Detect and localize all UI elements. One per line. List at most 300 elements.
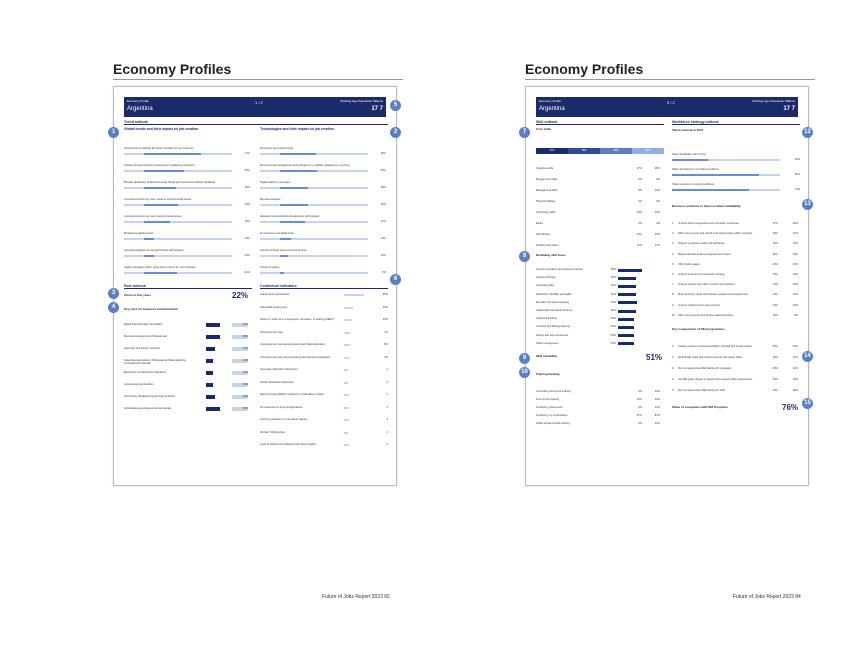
practice-b: 21%: [792, 232, 798, 236]
core-skill-b: 3%: [656, 200, 660, 203]
training-a: 87%: [636, 414, 642, 417]
bar-track: [124, 255, 232, 257]
training-b: 10%: [654, 390, 660, 393]
talent-value: 71%: [794, 188, 800, 191]
annotation-badge: 7: [519, 127, 530, 138]
core-skill-b: 10%: [654, 211, 660, 214]
reskill-bar: [618, 301, 637, 304]
core-skill-b: 11%: [655, 244, 660, 247]
dei-number: 1: [672, 345, 674, 348]
core-skill-label: Technology skills: [536, 211, 556, 214]
right-page: [525, 86, 809, 486]
annotation-badge: 10: [519, 367, 530, 378]
header-label-right: Working Age Population Millions: [752, 99, 795, 103]
heading-rule-right: [525, 79, 815, 80]
annotation-badge: 14: [802, 351, 813, 362]
bar-track: [124, 272, 232, 274]
section-skill: Skill outlook: [536, 120, 664, 125]
talent-fill: [672, 189, 749, 191]
context-label: Labour force participation: [260, 293, 290, 296]
reskill-label: Leadership and social influence: [536, 309, 573, 312]
role-bar: [206, 359, 213, 363]
dei-number: 3: [672, 367, 674, 370]
role-value2: 13%: [242, 383, 248, 386]
bar-track: [260, 221, 368, 223]
reskill-label: Talent management: [536, 341, 559, 345]
practice-a: 23%: [772, 262, 778, 266]
bar-track: [124, 238, 232, 240]
annotation-badge: 3: [108, 288, 119, 299]
training-a: 0%: [638, 406, 642, 409]
reskill-value: 61%: [610, 284, 616, 288]
role-value2: 22%: [242, 323, 248, 326]
talent-fill: [672, 174, 759, 176]
dei-number: 2: [672, 356, 674, 359]
training-label: Public-private funded training: [536, 422, 570, 425]
core-skill-label: Self-efficacy: [536, 233, 551, 236]
page-heading-right: Economy Profiles: [525, 61, 644, 77]
context-label: Unemployment rate among workers with advanced education: [260, 355, 331, 359]
reskill-value: 53%: [610, 325, 616, 329]
role-label: Sales Representatives, Wholesale and Manufacturing, Technical and Scientific: [124, 359, 187, 365]
dei-label: Run comprehensive DEI training for managers: [678, 367, 732, 370]
practice-label: Offer higher wages: [678, 262, 700, 266]
practice-number: 7: [672, 283, 674, 287]
core-skill-a: 11%: [637, 244, 642, 247]
practice-a: 16%: [772, 273, 778, 276]
trend-value: -13%: [243, 254, 250, 257]
dei-a: 30%: [772, 378, 778, 381]
training-b: 11%: [655, 406, 660, 409]
reskill-value: 53%: [610, 317, 616, 321]
dei-label: Run comprehensive DEI training for staff: [678, 389, 725, 392]
bar-fill: [280, 255, 288, 257]
annotation-badge: 1: [108, 127, 119, 138]
role-value: 6%: [226, 383, 230, 386]
bar-fill: [280, 170, 317, 172]
practice-number: 10: [672, 313, 675, 317]
role-value2: 17%: [242, 347, 248, 350]
trend-value: 50%: [244, 169, 250, 172]
context-bar: [344, 319, 352, 321]
footer-right: Future of Jobs Report 2023 84: [733, 594, 801, 600]
practice-label: Support employee health and well-being: [678, 242, 725, 246]
context-value: 3: [386, 418, 388, 421]
practice-a: 33%: [772, 232, 778, 236]
skill-share-segment: 18%: [568, 148, 600, 154]
training-label: Free-of-cost training: [536, 398, 560, 401]
training-a: 0%: [638, 422, 642, 425]
practice-a: 37%: [772, 222, 778, 225]
dei-a: 24%: [772, 389, 778, 392]
annotation-badge: 13: [802, 199, 813, 210]
talent-value: 33%: [794, 158, 800, 161]
context-value: 7%: [384, 330, 388, 334]
role-value2: 14%: [242, 359, 248, 362]
footer-left: Future of Jobs Report 2023 82: [322, 594, 390, 600]
context-label: Tertiary Education Attainment: [260, 380, 294, 384]
practice-label: Offer more remote and hybrid work opportunities within countries: [678, 232, 753, 236]
role-value: 40%: [224, 407, 230, 410]
role-value: 15%: [224, 395, 230, 398]
context-value: 3: [386, 443, 388, 446]
bar-fill: [144, 153, 201, 155]
practice-a: 14%: [772, 293, 778, 297]
bar-track: [124, 187, 232, 189]
practice-a: 30%: [772, 252, 778, 256]
header-label-right: Working Age Population Millions: [340, 99, 383, 103]
practice-a: 32%: [772, 242, 778, 246]
annotation-badge: 9: [519, 353, 530, 364]
rank-value: 17 7: [371, 106, 383, 112]
context-value: 4: [386, 393, 388, 396]
reskill-label: Analytical thinking: [536, 317, 557, 321]
core-skill-b: 28%: [654, 167, 660, 170]
practice-number: 6: [672, 273, 674, 276]
role-bar: [206, 371, 213, 375]
annotation-badge: 2: [390, 127, 401, 138]
core-skill-b: 10%: [654, 189, 660, 192]
context-bar: [344, 382, 348, 384]
practice-b: 20%: [792, 262, 798, 266]
practice-b: 16%: [792, 273, 798, 276]
bar-fill: [280, 153, 316, 155]
core-skill-a: 2%: [638, 200, 642, 203]
core-skill-a: 10%: [636, 211, 642, 214]
training-label: Funded by my organization: [536, 414, 568, 417]
role-label: Accounting, Bookkeeping and Payroll Clerks: [124, 395, 176, 398]
reskill-title: Reskilling skill focus: [536, 253, 566, 257]
section-trend: Trend outlook: [124, 120, 388, 125]
context-bar: [344, 369, 348, 371]
bar-track: [260, 187, 368, 189]
reskill-label: Service orientation and customer service: [536, 268, 583, 271]
practice-b: 42%: [792, 242, 798, 246]
role-value: 42%: [224, 335, 230, 338]
page-heading-left: Economy Profiles: [113, 61, 232, 77]
bar-fill: [144, 187, 176, 189]
context-value: 15%: [382, 318, 388, 321]
dei-share-value: 76%: [782, 403, 799, 412]
rank-value: 17 7: [783, 106, 795, 112]
section-context: Contextual indicators: [260, 284, 388, 289]
context-bar: [344, 294, 364, 296]
country-name: Argentina: [127, 106, 153, 112]
role-label: Business Development Professionals: [124, 335, 167, 338]
reskill-value: 61%: [610, 292, 616, 296]
dei-share-label: Share of companies with DEI Programs: [672, 405, 729, 409]
core-skill-b: 23%: [654, 233, 660, 236]
talent-value: 81%: [794, 173, 800, 176]
col2-title: Technologies and their impact on job creation: [260, 127, 334, 131]
core-skill-label: Cognitive skills: [536, 167, 554, 170]
trend-label: Digital platforms and apps: [260, 181, 290, 184]
practice-number: 8: [672, 293, 674, 297]
reskill-value: 53%: [610, 341, 616, 345]
trend-label: Encryption and cybersecurity: [260, 147, 294, 150]
section-workforce: Workforce strategy outlook: [672, 120, 800, 125]
dei-b: 42%: [792, 367, 798, 370]
practice-a: 10%: [772, 313, 778, 317]
annotation-badge: 8: [519, 251, 530, 262]
context-label: Unemployment rate: [260, 330, 283, 334]
bar-fill: [144, 204, 178, 206]
col1-title: Global trends and their impact on job creation: [124, 127, 199, 131]
context-bar: [344, 432, 348, 434]
practice-label: Improve internal communication strategy: [678, 273, 725, 276]
training-b: 87%: [654, 414, 660, 417]
context-value: 22%: [382, 305, 388, 309]
reskill-bar: [618, 293, 636, 296]
core-skill-a: 5%: [638, 189, 642, 192]
bar-fill: [280, 272, 284, 274]
page-marker: 2 / 2: [667, 100, 675, 105]
role-value: 5%: [226, 371, 230, 374]
talent-label: Talent availability when hiring: [672, 153, 706, 156]
practice-number: 1: [672, 222, 674, 225]
practice-number: 5: [672, 262, 674, 266]
practice-number: 9: [672, 303, 674, 307]
reskill-bar: [618, 277, 636, 280]
reskill-label: Design and user experience: [536, 333, 569, 337]
annotation-badge: 15: [802, 398, 813, 409]
practice-number: 3: [672, 242, 674, 246]
context-bar: [344, 357, 349, 359]
practice-label: More diversity, equity and inclusion policies and programmes: [678, 293, 748, 297]
core-skill-a: 24%: [636, 233, 642, 236]
country-name: Argentina: [539, 106, 565, 112]
dei-b: 22%: [792, 345, 798, 348]
trend-value: -41%: [243, 271, 250, 274]
context-bar: [344, 307, 353, 309]
core-skill-label: Ethics: [536, 222, 544, 225]
bar-fill: [144, 221, 170, 223]
practice-b: 16%: [792, 293, 798, 297]
trend-label: Consumers becoming more vocal on social issues: [124, 215, 182, 218]
header-label: Economy Profile: [539, 99, 561, 103]
trend-value: 35%: [380, 203, 386, 206]
core-skill-label: Engagement skills: [536, 178, 558, 181]
trend-label: Broadening digital access: [124, 232, 154, 235]
trend-label: Cloud computing: [260, 266, 280, 269]
bar-track: [260, 272, 368, 274]
practice-number: 4: [672, 252, 674, 256]
context-value: 1: [386, 380, 388, 384]
annotation-badge: 12: [802, 127, 813, 138]
role-value2: 13%: [242, 371, 248, 374]
practice-b: 24%: [792, 252, 798, 256]
context-label: Secondary Education Attainment: [260, 368, 298, 371]
skill-share-segment: 11%: [632, 148, 664, 154]
context-label: Level of National Compliance with Labour Rights: [260, 443, 316, 446]
annotation-badge: 4: [108, 302, 119, 313]
bar-track: [124, 221, 232, 223]
trend-value: 46%: [380, 169, 386, 172]
core-skill-label: Management skills: [536, 189, 558, 192]
practice-a: 10%: [772, 303, 778, 307]
context-label: Unemployment rate among workers with basic education: [260, 343, 326, 346]
context-label: Country investment in mid-career training: [260, 418, 308, 421]
reskill-label: Curiosity and lifelong learning: [536, 325, 571, 329]
dei-b: 28%: [792, 389, 798, 392]
practice-label: Better articulate business purpose and impact: [678, 252, 731, 256]
reskill-label: Creative thinking: [536, 276, 556, 280]
reskill-bar: [618, 310, 636, 313]
reskill-bar: [618, 269, 642, 272]
context-value: 8%: [384, 343, 388, 346]
dei-b: 22%: [792, 356, 798, 359]
bar-fill: [280, 238, 291, 240]
practices-title: Business practices to improve talent availability: [672, 204, 741, 208]
skill-instability-value: 51%: [646, 353, 663, 362]
training-label: Co-funding across the industry: [536, 390, 572, 393]
bar-track: [260, 255, 368, 257]
bar-fill: [144, 255, 154, 257]
bar-track: [260, 204, 368, 206]
role-value: 15%: [224, 347, 230, 350]
practice-label: Offer more remote work across national borders: [678, 313, 734, 317]
reskill-value: 80%: [610, 268, 616, 271]
core-skill-b: 3%: [656, 222, 660, 225]
trend-value: 45%: [380, 152, 386, 155]
context-bar: [344, 407, 349, 409]
talent-fill: [672, 159, 708, 161]
trend-label: Environmental management technologies (e.g. pollution abatement, recycling): [260, 164, 350, 167]
practice-label: Improve working hours and overtime: [678, 303, 720, 307]
skill-instability-label: Skill instability: [536, 354, 558, 358]
training-title: Training funding: [536, 372, 560, 376]
reskill-bar: [618, 285, 636, 288]
talent-label: Talent development of existing workforce: [672, 168, 719, 171]
right-page-header: [536, 97, 798, 117]
dei-a: 30%: [772, 367, 778, 370]
trend-value: 10%: [380, 254, 386, 257]
dei-label: Set DEI goals, targets or quotas that exceed public requirements: [678, 378, 753, 381]
bar-fill: [280, 221, 305, 223]
role-label: Assembly and Factory Workers: [124, 347, 160, 350]
trend-label: Investments to facilitate the green transition of your business: [124, 147, 194, 150]
trend-value: 43%: [244, 203, 250, 206]
left-page: [113, 86, 397, 486]
annotation-badge: 6: [390, 274, 401, 285]
context-label: Vulnerable employment: [260, 305, 288, 309]
bar-fill: [280, 204, 308, 206]
role-bar: [206, 383, 213, 387]
reskill-label: Resilience, flexibility and agility: [536, 292, 572, 296]
practice-b: 16%: [792, 283, 798, 287]
trend-label: Supply shortages and/or rising cost of inputs for your business: [124, 266, 196, 269]
role-value2: 29%: [242, 407, 248, 410]
talent-label: Talent retention of existing workforce: [672, 183, 715, 186]
trend-label: Education and workforce development technologies: [260, 215, 320, 218]
dei-number: 5: [672, 389, 674, 392]
dei-a: 30%: [772, 356, 778, 359]
dei-a: 40%: [772, 345, 778, 348]
context-value: 1: [386, 368, 388, 371]
trend-label: Internet of things and connected devices: [260, 249, 307, 252]
context-value: 65%: [382, 293, 388, 296]
roles-title: Key roles for business transformation: [124, 307, 179, 311]
role-value: 5%: [226, 359, 230, 362]
dei-label: Embed DEI goals and solutions across the supply chain: [678, 356, 743, 359]
trend-value: 13%: [244, 237, 250, 240]
core-skill-a: 2%: [638, 222, 642, 225]
churn-label: Churn in five years: [124, 293, 152, 297]
role-value2: 29%: [242, 395, 248, 398]
trend-label: E-commerce and digital trade: [260, 232, 294, 235]
context-bar: [344, 394, 349, 396]
practice-b: 46%: [792, 222, 798, 225]
skill-share-segment: 28%: [600, 148, 632, 154]
context-bar: [344, 344, 350, 346]
trend-value: 35%: [380, 186, 386, 189]
practice-b: 10%: [792, 303, 798, 307]
practice-label: Improve people and culture metrics and reporting: [678, 283, 735, 287]
reskill-bar: [618, 318, 634, 321]
reskill-value: 53%: [610, 333, 616, 337]
trend-label: Increased adoption of new and frontier technologies: [124, 249, 184, 252]
reskill-label: AI and big data: [536, 284, 554, 288]
practice-a: 14%: [772, 283, 778, 287]
core-skills-header-bar: [536, 148, 664, 154]
context-bar: [344, 444, 349, 446]
trend-value: 40%: [244, 186, 250, 189]
trend-value: 14%: [380, 237, 386, 240]
context-value: 4: [386, 405, 388, 409]
training-label: Funded by government: [536, 406, 563, 409]
context-value: 3%: [384, 355, 388, 359]
practice-b: 9%: [794, 313, 798, 317]
trend-label: Consumers becoming more vocal on environmental issues: [124, 198, 192, 201]
churn-value: 22%: [232, 291, 249, 300]
context-label: Ease of finding skilled employees in local labour market: [260, 393, 324, 396]
reskill-bar: [618, 342, 634, 345]
trend-value: 5%: [382, 271, 386, 274]
bar-fill: [144, 238, 154, 240]
bar-fill: [144, 272, 177, 274]
reskill-bar: [618, 334, 634, 337]
dei-label: Create inclusion across accessibility, physical and virtual spaces: [678, 345, 752, 348]
dei-b: 28%: [792, 378, 798, 381]
practice-number: 2: [672, 232, 674, 236]
training-a: 10%: [636, 398, 642, 401]
core-skill-label: Working with others: [536, 244, 559, 247]
trend-label: Climate change induced investments into adapting operations: [124, 164, 195, 167]
page-marker: 1 / 2: [255, 100, 263, 105]
reskill-value: 60%: [610, 309, 616, 312]
talent-title: Talent outlook in 2027: [672, 128, 704, 132]
role-value2: 20%: [242, 335, 248, 338]
section-role: Role outlook: [124, 284, 252, 289]
trend-label: Big-data analytics: [260, 198, 281, 201]
trend-value: 71%: [244, 152, 250, 155]
practice-label: Improve talent progression and promotion processes: [678, 222, 739, 225]
context-label: Share of youth not in employment, education, or training (NEET): [260, 318, 334, 321]
header-label: Economy Profile: [127, 99, 149, 103]
core-skill-a: 0%: [638, 178, 642, 181]
trend-value: 33%: [244, 220, 250, 223]
bar-fill: [144, 170, 184, 172]
skill-share-segment: 27%: [536, 148, 568, 154]
role-label: Accountants and Auditors: [124, 383, 154, 386]
role-label: Digital Transformation Specialists: [124, 323, 163, 326]
dei-title: Key components of DEI programmes: [672, 327, 725, 331]
reskill-value: 63%: [610, 300, 616, 304]
left-page-header: [124, 97, 386, 117]
core-skill-b: 0%: [656, 178, 660, 181]
core-skills-title: Core skills: [536, 127, 552, 131]
training-b: 24%: [654, 422, 660, 425]
